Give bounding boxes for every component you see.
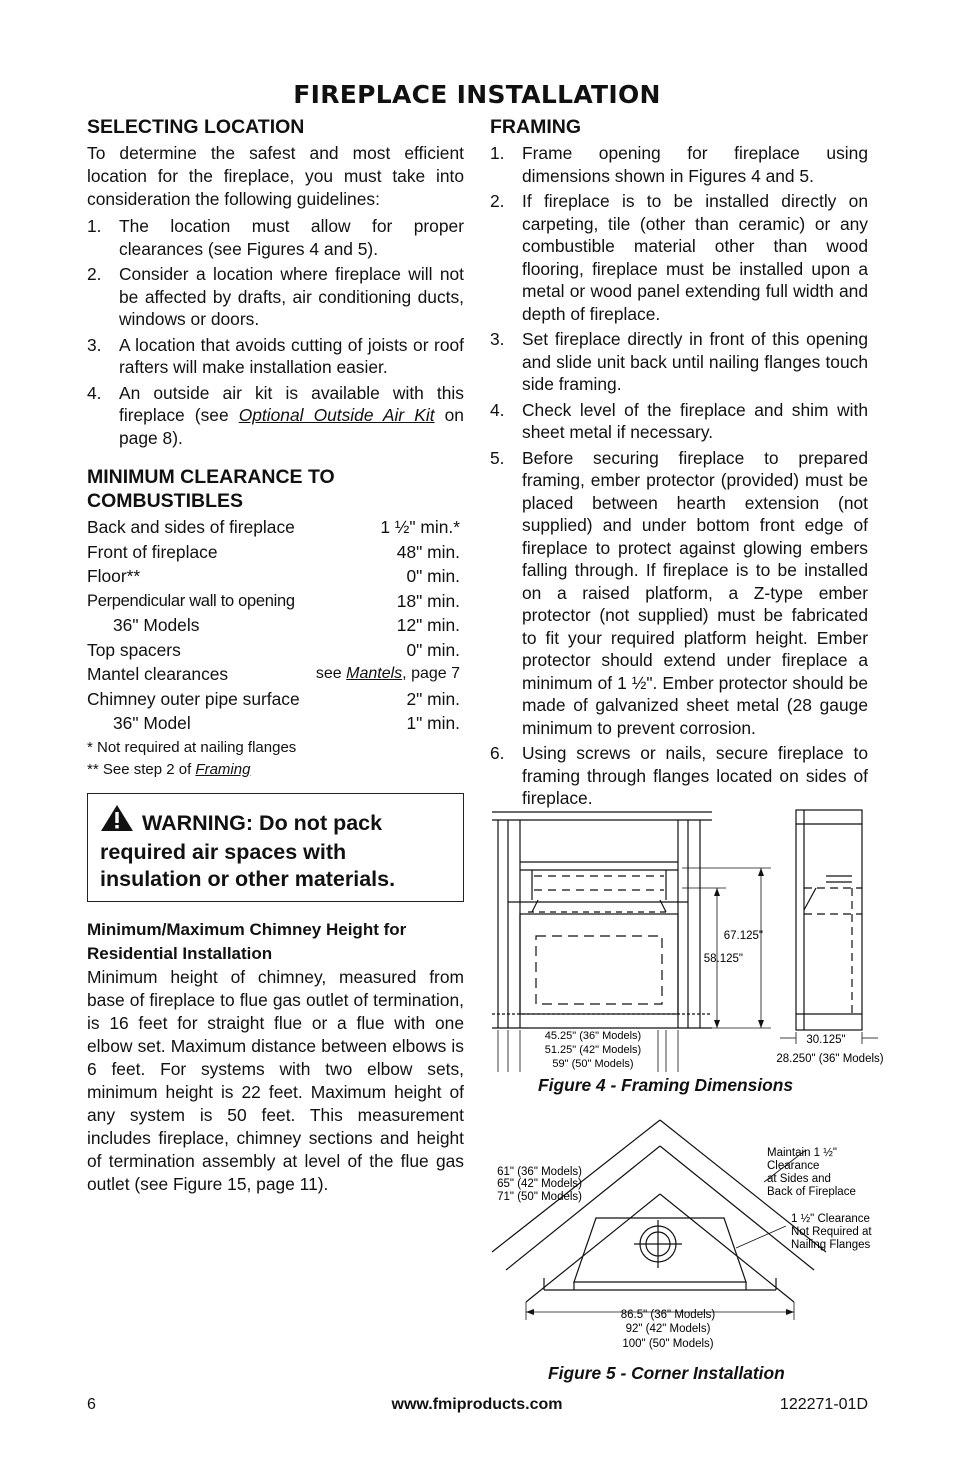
outside-air-kit-link[interactable]: Optional Outside Air Kit xyxy=(238,405,435,425)
page-number: 6 xyxy=(87,1396,96,1413)
list-item: 6. Using screws or nails, secure fireplace to framing through flanges located on sides of fireplace. xyxy=(490,743,868,808)
framing-dimensions-diagram xyxy=(486,804,896,1074)
dim-depth-36: 28.250" (36" Models) xyxy=(776,1053,884,1065)
right-column xyxy=(490,115,868,813)
warning-box xyxy=(87,793,464,902)
clearance-note-2: ** See step 2 of Framing xyxy=(87,760,251,778)
dim-height-total: 67.125" xyxy=(723,930,763,942)
website-link[interactable]: www.fmiproducts.com xyxy=(391,1396,563,1413)
clearance-heading: MINIMUM CLEARANCE TO COMBUSTIBLES xyxy=(87,466,335,512)
table-row: Perpendicular wall to opening 18" min. xyxy=(87,590,460,611)
table-row: Back and sides of fireplace 1 ½" min.* xyxy=(87,517,460,537)
warning-triangle-icon xyxy=(100,804,134,839)
mantels-link[interactable]: Mantels xyxy=(346,665,403,682)
not-required-line2: Not Required at xyxy=(791,1226,872,1238)
list-item: 3. Set fireplace directly in front of this opening and slide unit back until nailing flanges touch side framing. xyxy=(490,329,868,394)
table-row: 36" Model 1" min. xyxy=(113,713,460,733)
figure-5-caption: Figure 5 - Corner Installation xyxy=(548,1363,785,1383)
document-number: 122271-01D xyxy=(779,1396,868,1413)
figure-4-caption: Figure 4 - Framing Dimensions xyxy=(538,1075,794,1095)
list-item: 3. A location that avoids cutting of joists or roof rafters will make installation easier. xyxy=(87,334,464,377)
list-item: 4. An outside air kit is available with this fireplace (see Optional Outside Air Kit on page 8). xyxy=(87,382,464,448)
dim-height-opening: 58.125" xyxy=(703,953,743,965)
framing-link[interactable]: Framing xyxy=(195,760,251,778)
page-title: FIREPLACE INSTALLATION xyxy=(293,80,661,109)
list-item: 5. Before securing fireplace to prepared framing, ember protector (provided) must be placed between hearth extension (not supplied) and under bottom front edge of fireplace to protect against glowing embers falling through. If fireplace is to be installed on a raised platform, a Z-type ember protector (not supplied) must be fabricated to fit your required platform height. Ember protector should extend under fireplace a minimum of 1 ½". Ember protector should be made of galvanized sheet metal (28 gauge minimum to prevent corrosion. xyxy=(490,447,868,738)
maintain-clearance-line3: at Sides and xyxy=(767,1173,831,1185)
table-row: Mantel clearances see Mantels, page 7 xyxy=(87,664,460,684)
maintain-clearance-line1: Maintain 1 ½" xyxy=(767,1147,837,1159)
diagonal-50: 100" (50" Models) xyxy=(622,1338,714,1350)
clearance-table xyxy=(87,516,464,737)
left-column xyxy=(87,115,464,1200)
corner-installation-diagram xyxy=(486,1110,896,1360)
wall-length-36: 61" (36" Models) xyxy=(497,1166,582,1178)
diagonal-36: 86.5" (36" Models) xyxy=(620,1309,716,1321)
dim-width-50: 59" (50" Models) xyxy=(552,1058,634,1070)
maintain-clearance-line4: Back of Fireplace xyxy=(767,1186,856,1198)
maintain-clearance-line2: Clearance xyxy=(767,1160,820,1172)
list-item: 4. Check level of the fireplace and shim with sheet metal if necessary. xyxy=(490,399,868,442)
selecting-location-heading: SELECTING LOCATION xyxy=(87,116,305,138)
not-required-line1: 1 ½" Clearance xyxy=(791,1213,870,1225)
list-item: 2. Consider a location where fireplace will not be affected by drafts, air conditioning ducts, windows or doors. xyxy=(87,264,464,329)
framing-heading: FRAMING xyxy=(490,116,581,138)
table-row: Floor** 0" min. xyxy=(87,566,460,586)
wall-length-50: 71" (50" Models) xyxy=(497,1191,582,1203)
chimney-height-heading: Minimum/Maximum Chimney Height for Residential Installation xyxy=(87,919,407,963)
list-item: 1. The location must allow for proper clearances (see Figures 4 and 5). xyxy=(87,216,464,259)
chimney-height-body: Minimum height of chimney, measured from base of fireplace to flue gas outlet of termination, is 16 feet for straight flue or a flue with one elbow set. Maximum distance between elbows is 6 feet. For systems with two elbow sets, minimum height is 22 feet. Maximum height of any system is 50 feet. This measurement includes fireplace, chimney sections and height of termination assembly at level of the flue gas outlet (see Figure 15, page 11). xyxy=(87,966,464,1194)
list-item: 1. Frame opening for fireplace using dimensions shown in Figures 4 and 5. xyxy=(490,143,868,186)
warning-text: WARNING: Do not pack required air spaces with insulation or other materials. xyxy=(100,810,396,891)
selecting-intro: To determine the safest and most efficient location for the fireplace, you must take into consideration the following guidelines: xyxy=(87,143,464,209)
not-required-line3: Nailing Flanges xyxy=(791,1239,871,1251)
dim-width-36: 45.25" (36" Models) xyxy=(544,1030,642,1042)
wall-length-42: 65" (42" Models) xyxy=(497,1178,582,1190)
dim-width-42: 51.25" (42" Models) xyxy=(544,1044,642,1056)
table-row: 36" Models 12" min. xyxy=(113,615,460,635)
table-row: Top spacers 0" min. xyxy=(87,639,460,660)
selecting-list xyxy=(87,215,464,449)
table-row: Front of fireplace 48" min. xyxy=(87,541,460,562)
diagonal-42: 92" (42" Models) xyxy=(625,1323,711,1335)
table-row: Chimney outer pipe surface 2" min. xyxy=(87,688,460,709)
framing-list xyxy=(490,142,868,810)
clearance-note-1: * Not required at nailing flanges xyxy=(87,738,297,756)
list-item: 2. If fireplace is to be installed directly on carpeting, tile (other than ceramic) or any combustible material other than wood flooring, fireplace must be installed upon a metal or wood panel extending full width and depth of fireplace. xyxy=(490,191,868,324)
dim-depth: 30.125" xyxy=(806,1034,846,1046)
